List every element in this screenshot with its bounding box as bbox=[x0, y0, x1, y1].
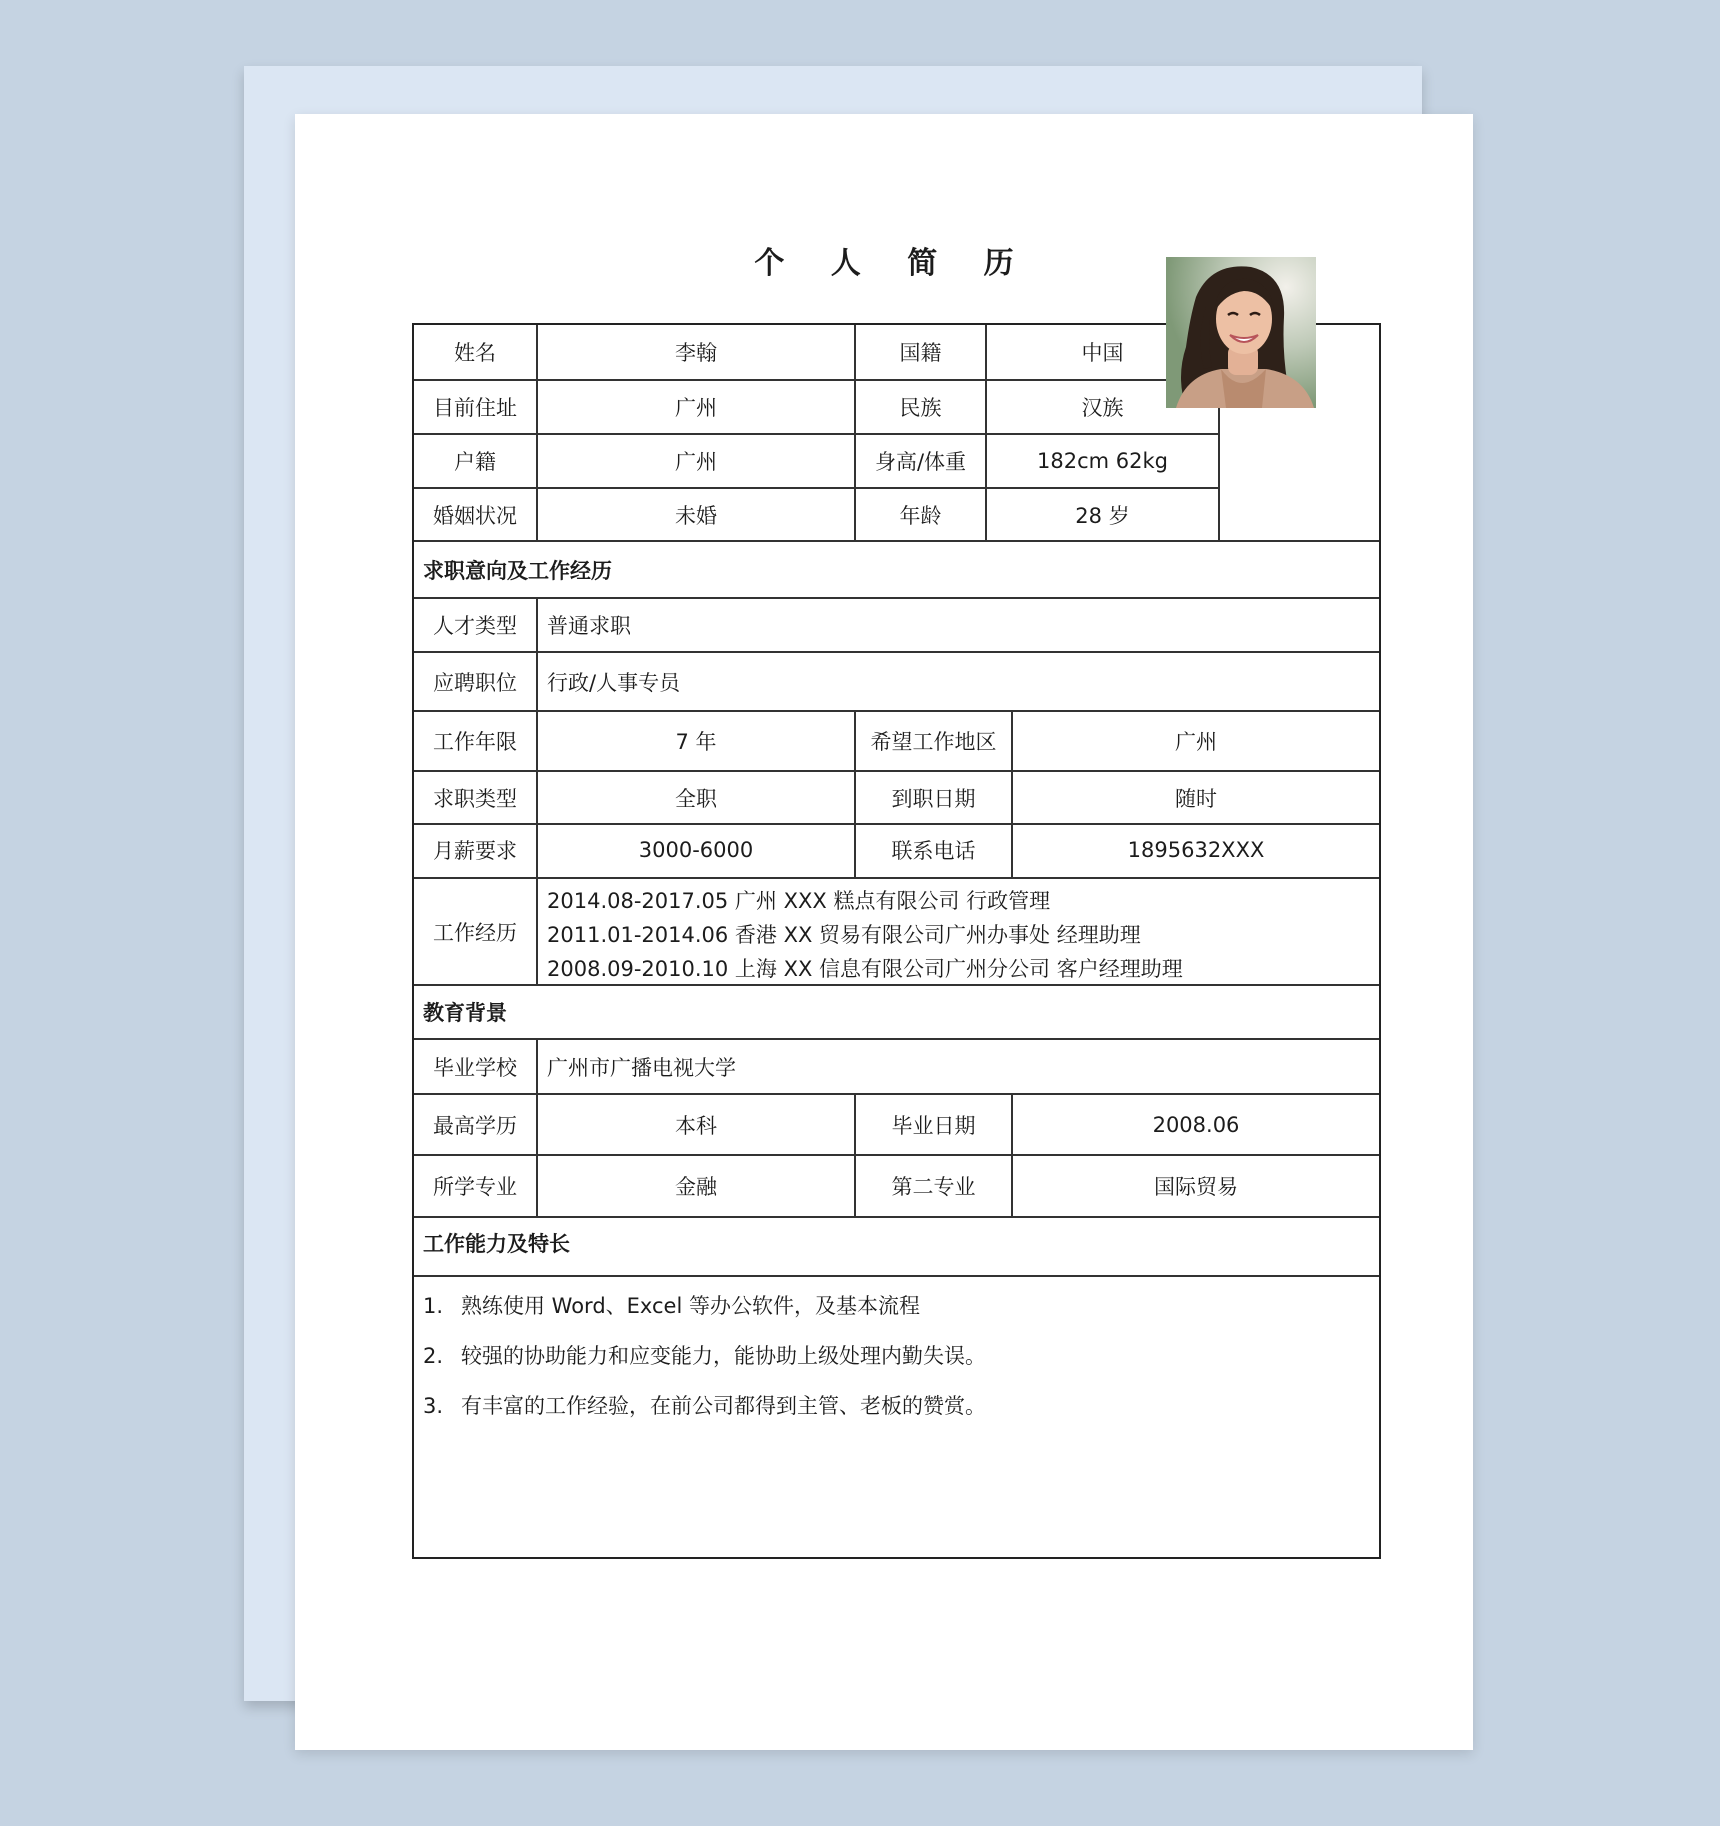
skill-number: 3. bbox=[423, 1394, 444, 1418]
region-value: 广州 bbox=[1175, 730, 1217, 754]
skill-item bbox=[423, 1290, 920, 1320]
age-label: 年龄 bbox=[899, 503, 942, 528]
portrait-image bbox=[1166, 257, 1316, 408]
job-type-value: 全职 bbox=[675, 786, 717, 811]
experience-item: 2008.09-2010.10 上海 XX 信息有限公司广州分公司 客户经理助理 bbox=[547, 957, 1183, 981]
experience-label: 工作经历 bbox=[433, 920, 517, 945]
years-label: 工作年限 bbox=[433, 730, 517, 754]
nationality-label: 国籍 bbox=[899, 341, 942, 365]
page-title: 个 人 简 历 bbox=[754, 246, 1032, 281]
second-major-label: 第二专业 bbox=[891, 1175, 976, 1199]
school-label: 毕业学校 bbox=[433, 1055, 517, 1080]
marital-value: 未婚 bbox=[675, 503, 717, 528]
height-weight-label: 身高/体重 bbox=[874, 450, 967, 474]
start-date-value: 随时 bbox=[1175, 786, 1217, 811]
talent-type-label: 人才类型 bbox=[433, 614, 517, 638]
major-label: 所学专业 bbox=[433, 1175, 517, 1199]
grad-date-value: 2008.06 bbox=[1152, 1112, 1240, 1137]
ethnicity-value: 汉族 bbox=[1081, 396, 1124, 420]
degree-value: 本科 bbox=[675, 1113, 717, 1138]
hukou-value: 广州 bbox=[675, 450, 717, 474]
hukou-label: 户籍 bbox=[454, 450, 496, 474]
row-divider bbox=[414, 1275, 1379, 1277]
col-divider bbox=[1011, 823, 1013, 877]
salary-value: 3000-6000 bbox=[638, 838, 754, 862]
name-value: 李翰 bbox=[675, 341, 717, 365]
skill-number: 1. bbox=[423, 1294, 444, 1318]
age-value: 28 岁 bbox=[1075, 503, 1130, 528]
start-date-label: 到职日期 bbox=[891, 786, 976, 811]
skill-number: 2. bbox=[423, 1344, 444, 1368]
height-weight-value: 182cm 62kg bbox=[1037, 449, 1168, 473]
position-label: 应聘职位 bbox=[433, 670, 517, 695]
skill-item bbox=[423, 1390, 986, 1420]
experience-item: 2014.08-2017.05 广州 XXX 糕点有限公司 行政管理 bbox=[547, 889, 1051, 913]
ethnicity-label: 民族 bbox=[899, 396, 942, 420]
years-value: 7 年 bbox=[675, 730, 717, 754]
job-type-label: 求职类型 bbox=[433, 786, 517, 811]
phone-value: 1895632XXX bbox=[1127, 838, 1265, 862]
skills-list bbox=[423, 1290, 1323, 1490]
school-value: 广州市广播电视大学 bbox=[547, 1055, 736, 1080]
skills-section-heading: 工作能力及特长 bbox=[423, 1232, 570, 1256]
grad-date-label: 毕业日期 bbox=[891, 1113, 976, 1138]
nationality-value: 中国 bbox=[1081, 341, 1124, 365]
name-label: 姓名 bbox=[454, 341, 496, 365]
experience-item: 2011.01-2014.06 香港 XX 贸易有限公司广州办事处 经理助理 bbox=[547, 923, 1141, 947]
job-section-heading: 求职意向及工作经历 bbox=[423, 558, 612, 583]
profile-photo bbox=[1166, 257, 1316, 408]
experience-list bbox=[547, 879, 1367, 984]
phone-label: 联系电话 bbox=[891, 839, 976, 863]
address-value: 广州 bbox=[675, 396, 717, 420]
skill-item bbox=[423, 1340, 986, 1370]
skill-text: 较强的协助能力和应变能力，能协助上级处理内勤失误。 bbox=[461, 1344, 986, 1368]
resume-table bbox=[412, 323, 1381, 1559]
skill-text: 熟练使用 Word、Excel 等办公软件，及基本流程 bbox=[461, 1294, 920, 1318]
marital-label: 婚姻状况 bbox=[433, 503, 517, 528]
education-section-heading: 教育背景 bbox=[423, 1001, 507, 1025]
talent-type-value: 普通求职 bbox=[547, 614, 631, 638]
salary-label: 月薪要求 bbox=[433, 839, 517, 863]
region-label: 希望工作地区 bbox=[870, 730, 997, 754]
degree-label: 最高学历 bbox=[433, 1113, 517, 1138]
second-major-value: 国际贸易 bbox=[1154, 1175, 1238, 1199]
skill-text: 有丰富的工作经验，在前公司都得到主管、老板的赞赏。 bbox=[461, 1394, 986, 1418]
address-label: 目前住址 bbox=[433, 396, 517, 420]
major-value: 金融 bbox=[675, 1175, 717, 1199]
col-divider bbox=[854, 823, 856, 877]
col-divider bbox=[536, 877, 538, 984]
position-value: 行政/人事专员 bbox=[547, 670, 681, 695]
